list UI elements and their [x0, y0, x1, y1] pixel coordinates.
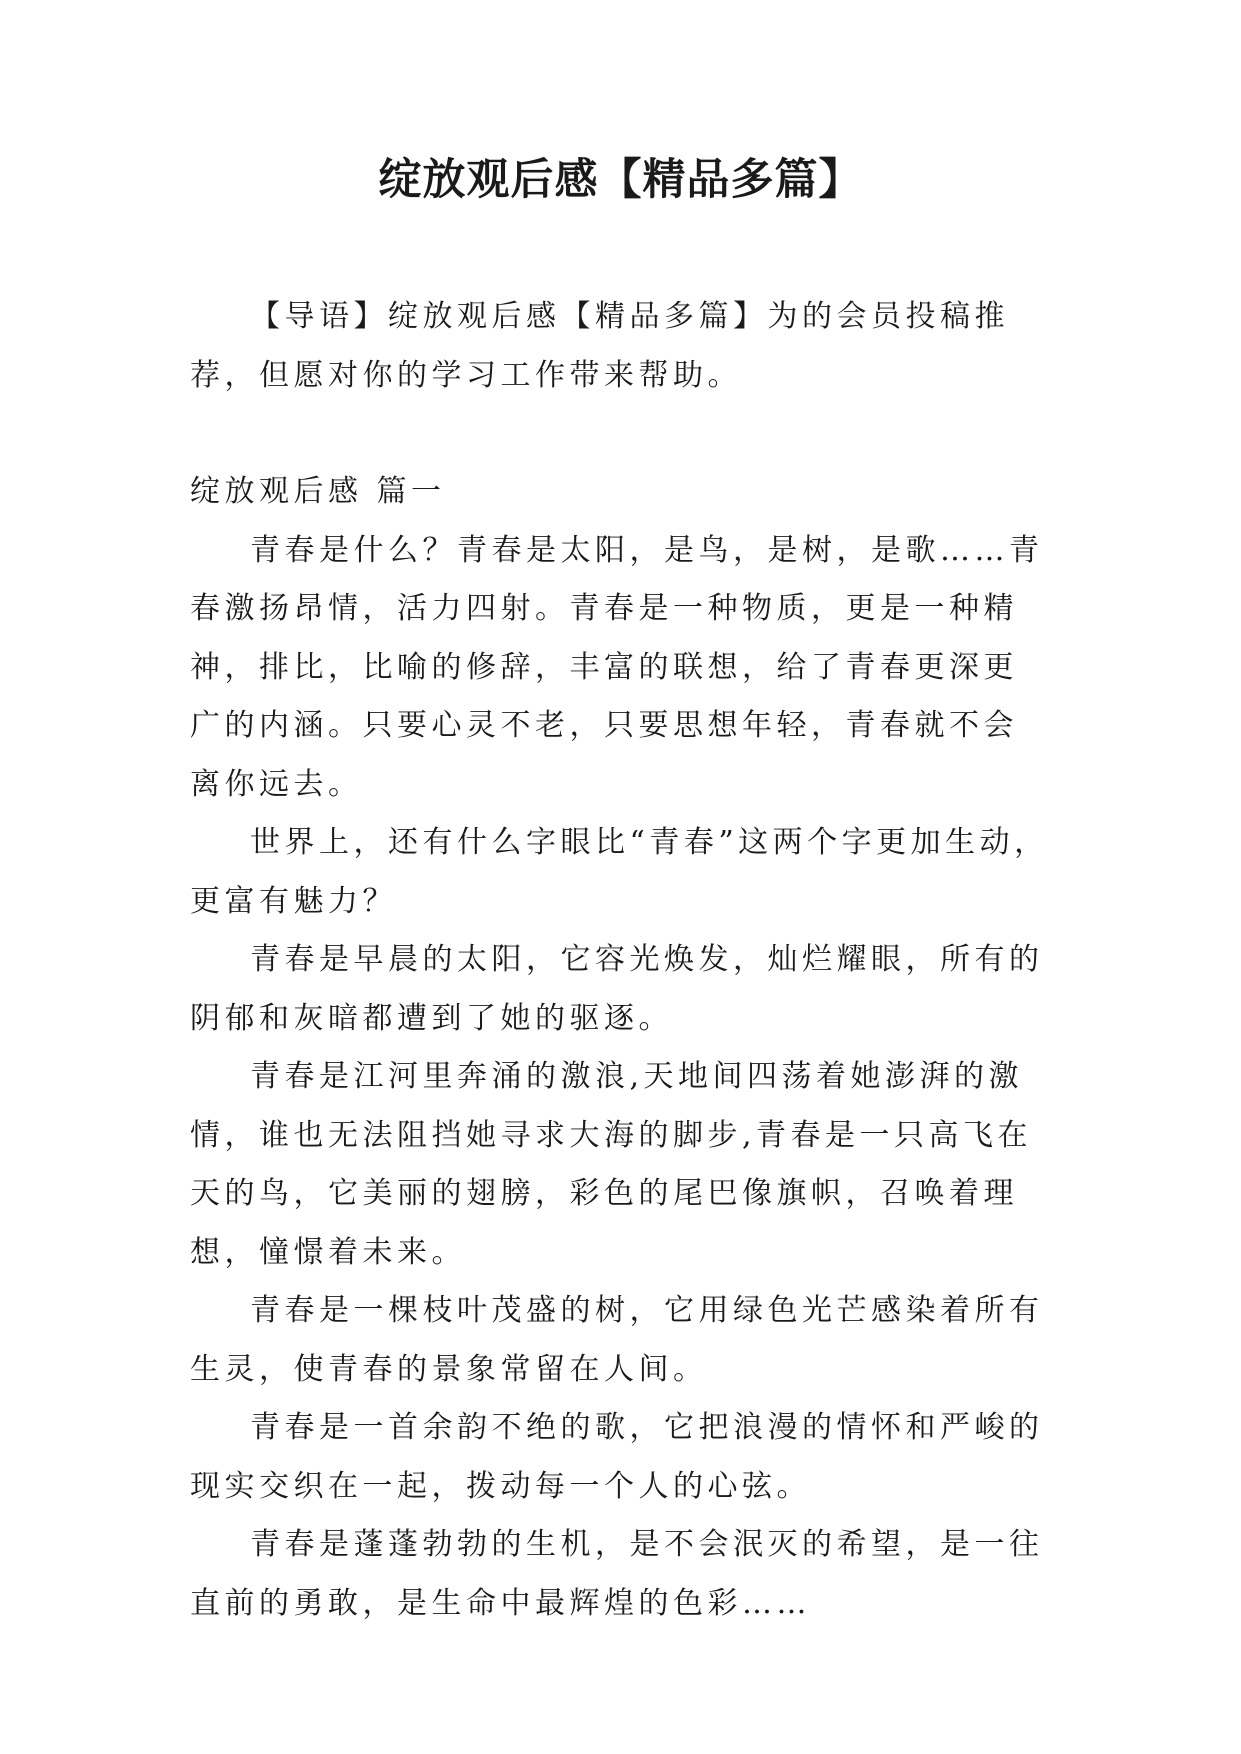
body-paragraph: 青春是一棵枝叶茂盛的树，它用绿色光芒感染着所有生灵，使青春的景象常留在人间。: [190, 1293, 1044, 1387]
body-paragraph: 青春是一首余韵不绝的歌，它把浪漫的情怀和严峻的现实交织在一起，拨动每一个人的心弦。: [190, 1410, 1044, 1504]
document-title: 绽放观后感【精品多篇】: [378, 155, 863, 205]
body-paragraph: 青春是早晨的太阳，它容光焕发，灿烂耀眼，所有的阴郁和灰暗都遭到了她的驱逐。: [190, 942, 1044, 1036]
document-body: [190, 288, 1050, 1633]
body-paragraph: 青春是什么？青春是太阳，是鸟，是树，是歌……青春激扬昂情，活力四射。青春是一种物质，更是一种精神，排比，比喻的修辞，丰富的联想，给了青春更深更广的内涵。只要心灵不老，只要思想年轻，青春就不会离你远去。: [190, 532, 1044, 802]
body-paragraph: 青春是江河里奔涌的激浪,天地间四荡着她澎湃的激情，谁也无法阻挡她寻求大海的脚步,青春是一只高飞在天的鸟，它美丽的翅膀，彩色的尾巴像旗帜，召唤着理想，憧憬着未来。: [190, 1059, 1033, 1270]
intro-paragraph: 【导语】绽放观后感【精品多篇】为的会员投稿推荐，但愿对你的学习工作带来帮助。: [190, 299, 1009, 393]
body-paragraph: 青春是蓬蓬勃勃的生机，是不会泯灭的希望，是一往直前的勇敢，是生命中最辉煌的色彩……: [190, 1527, 1044, 1621]
body-paragraph: 世界上，还有什么字眼比“青春”这两个字更加生动，更富有魅力？: [190, 825, 1049, 919]
section-spacer: [190, 405, 1050, 463]
section-title: 绽放观后感 篇一: [190, 474, 446, 509]
